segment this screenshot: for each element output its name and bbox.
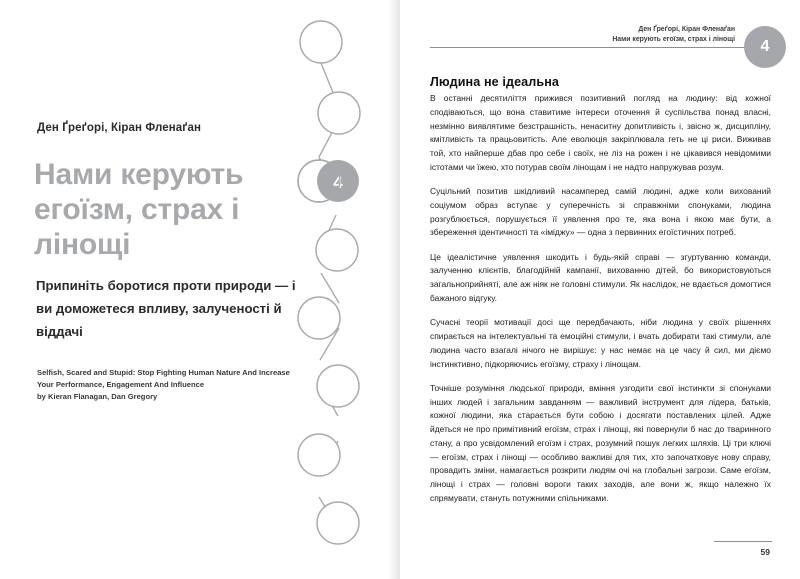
body-paragraph: В останні десятиліття прижився позитивний погляд на людину: від кожної сподіваються, що вона ставитиме інтереси оточення й суспільства понад власні, незмінно виявлятиме безстрашність, ненаситну допитливість і, звісно ж, дисципліну, кмітливість та працьовитість. Але еволюція закріплювала геть не ці риси. Виживав той, хто найперше дбав про себе і своїх, не ліз на рожен і не цікавився невідомими істотами чи їжею, хто потурав своїм лінощам і не надто напружував розум. [430,93,771,172]
body-paragraph: Точніше розуміння людської природи, вміння узгодити свої інстинкти зі спонуками інших людей і загальним завданням — важливий інструмент для лідера, батьків, кожної людини, яка старається бути собою і досягати поставлених цілей. Адже йдеться не про примітивний егоїзм, страх і лінощі, які повернули б нас до тваринного стану, а про усвідомлений егоїзм і страх, розумний пошук легких шляхів. Ці три ключі — егоїзм, страх і лінощі — особливо важливі для тих, хто започатковує нову справу, провадить зміни, намагається розкрити людям очі на глобальні загрози. Саме егоїзм, лінощі і страх — головні вороги таких заходів, але вони ж, якщо належно їх спрямувати, стануть потужними спільниками. [430,382,771,503]
body-text-column [430,92,771,516]
original-title-line-1: Selfish, Scared and Stupid: Stop Fighting Human Nature And Increase [37,368,290,377]
chapter-chain-badge [317,160,359,202]
book-authors: Ден Ґреґорі, Кіран Фленаґан [37,122,202,134]
original-title-line-3: by Kieran Flanagan, Dan Gregory [37,391,158,401]
body-paragraph: Сучасні теорії мотивації досі ще передбачають, ніби людина у своїх рішеннях спирається на інтелектуальні та емоційні стимули, і вчать добирати такі стимули, але людина часто взагалі нічого не вирішує: у нас немає на це часу й сил, ми діємо інстинктивно, підкоряючись егоїзму, страху і лінощам. [430,317,771,369]
chapter-number-badge: 4 [744,26,786,68]
svg-text:4: 4 [333,173,343,192]
section-heading: Людина не ідеальна [430,75,560,90]
chapter-chain-decoration [296,0,366,579]
header-rule [430,47,770,48]
running-head-authors: Ден Ґреґорі, Кіран Фленаґан [638,26,735,33]
original-title-block [37,367,302,403]
body-paragraph: Суцільний позитив шкідливий насамперед самій людині, адже коли вихований соціумом образ вступає у суперечність зі справжніми спонуками, людина розгублюється, порушується її уявлення про те, яка вона і якою має бути, а збереження ідентичності та «іміджу» — одна з первинних егоїстичних потреб. [430,186,771,238]
running-head [612,25,735,46]
right-page [400,0,800,579]
running-head-title: Нами керують егоїзм, страх і лінощі [612,36,735,44]
folio-rule [714,541,772,542]
page-number: 59 [760,547,770,557]
book-title: Нами керують егоїзм, страх і лінощі [34,158,244,261]
book-subtitle: Припиніть боротися проти природи — і ви доможетеся впливу, залученості й віддачі [36,278,296,340]
original-title-line-2: Your Performance, Engagement And Influence [37,379,205,389]
body-paragraph: Це ідеалістичне уявлення шкодить і будь-якій справі — згуртуванню команди, залученню клієнтів, благодійній кампанії, вихованню дітей, бо використовуються загальноприйняті, але аж ніяк не головні стимули. Як наслідок, не вдається домогтися бажаного відгуку. [430,251,771,303]
